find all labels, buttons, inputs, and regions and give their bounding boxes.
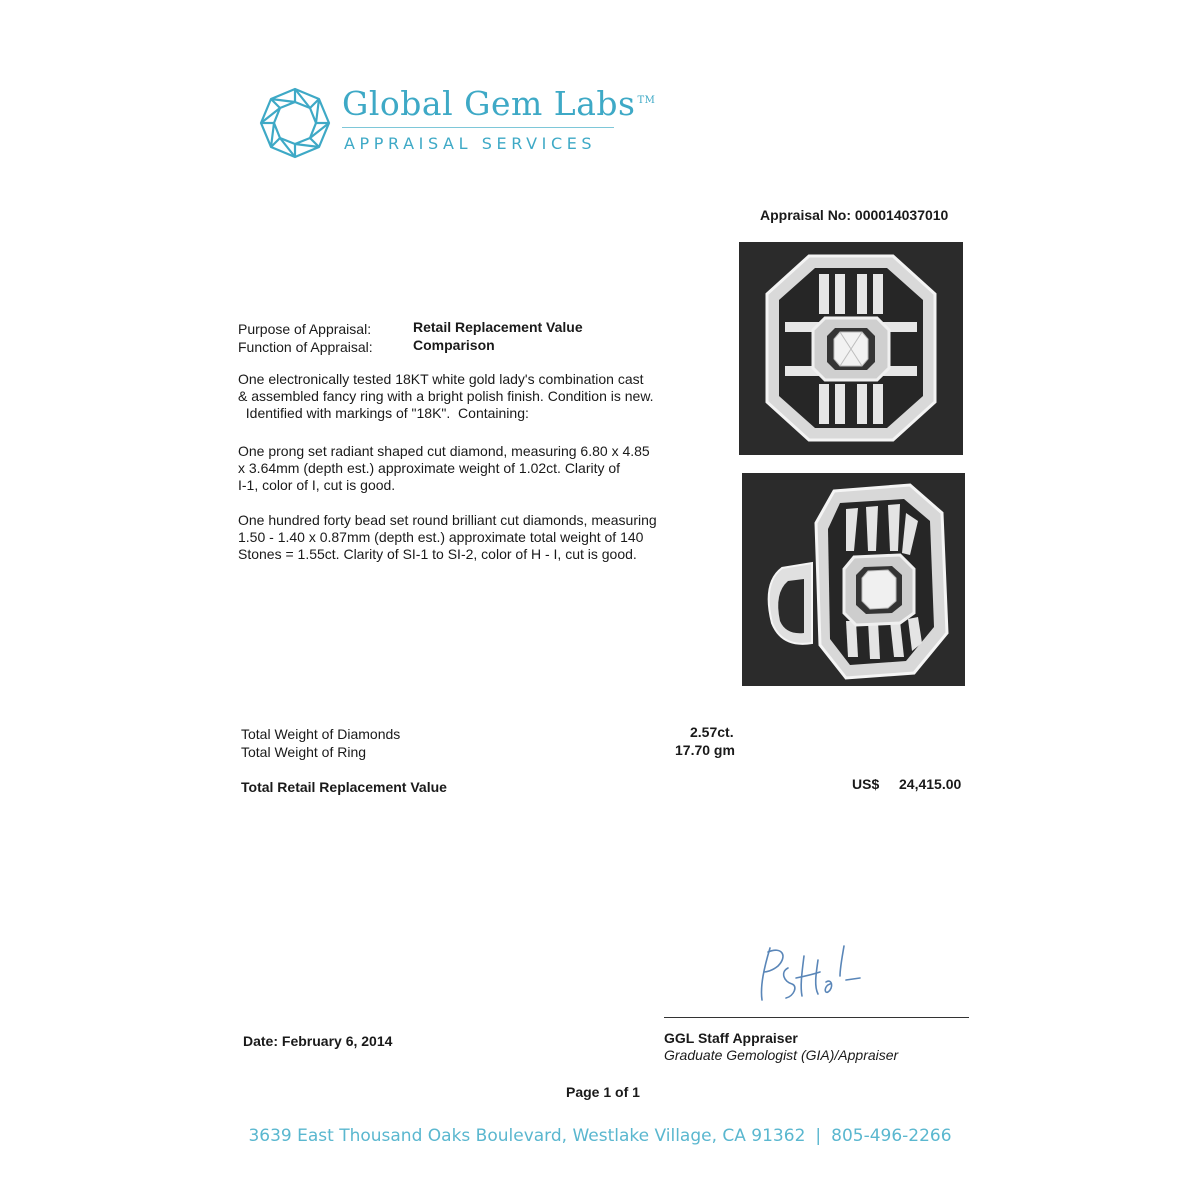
ring-photo-angle (742, 473, 965, 686)
description-melee-diamonds (238, 512, 657, 563)
appraiser-credentials: Graduate Gemologist (GIA)/Appraiser (664, 1047, 899, 1063)
appraisal-date: Date: February 6, 2014 (243, 1033, 393, 1049)
footer-phone: 805-496-2266 (831, 1126, 952, 1146)
brand-name-text: Global Gem Labs (342, 84, 636, 123)
total-diamond-weight-label: Total Weight of Diamonds (241, 726, 401, 742)
brand-divider (342, 127, 614, 128)
signature-line (664, 1017, 969, 1018)
footer-address: 3639 East Thousand Oaks Boulevard, Westlake Village, CA 91362 (248, 1126, 806, 1146)
faceted-diamond-icon (258, 86, 332, 160)
appraisal-number-value: 000014037010 (854, 207, 949, 223)
appraisal-number (760, 207, 948, 223)
description-line: One electronically tested 18KT white gold lady's combination cast (238, 371, 644, 387)
currency-code: US$ (852, 776, 880, 792)
total-ring-weight-label: Total Weight of Ring (241, 744, 367, 760)
description-line: Stones = 1.55ct. Clarity of SI-1 to SI-2, color of H - I, cut is good. (238, 546, 637, 562)
function-label: Function of Appraisal: (238, 339, 373, 355)
ring-front-illustration (739, 242, 963, 455)
description-line: I-1, color of I, cut is good. (238, 477, 396, 493)
total-ring-weight-value: 17.70 gm (675, 742, 735, 758)
total-replacement-value: 24,415.00 (899, 776, 962, 792)
description-ring (238, 371, 654, 422)
footer-separator: | (815, 1126, 822, 1146)
footer-contact (0, 1126, 1200, 1146)
appraiser-title: GGL Staff Appraiser (664, 1030, 798, 1046)
brand-name (342, 84, 655, 123)
purpose-label: Purpose of Appraisal: (238, 321, 372, 337)
description-line: One hundred forty bead set round brilliant cut diamonds, measuring (238, 512, 657, 528)
trademark-mark: TM (637, 95, 656, 106)
function-value: Comparison (413, 337, 495, 353)
description-line: Identified with markings of "18K". Containing: (238, 405, 529, 421)
appraisal-number-label: Appraisal No: (760, 207, 852, 223)
purpose-value: Retail Replacement Value (413, 319, 583, 335)
brand-subtitle: APPRAISAL SERVICES (344, 134, 597, 153)
total-replacement-label: Total Retail Replacement Value (241, 779, 447, 795)
handwritten-signature (748, 938, 868, 1008)
description-line: & assembled fancy ring with a bright polish finish. Condition is new. (238, 388, 654, 404)
page-number: Page 1 of 1 (566, 1084, 640, 1100)
description-center-diamond (238, 443, 650, 494)
total-diamond-weight-value: 2.57ct. (690, 724, 734, 740)
description-line: 1.50 - 1.40 x 0.87mm (depth est.) approximate total weight of 140 (238, 529, 644, 545)
description-line: x 3.64mm (depth est.) approximate weight of 1.02ct. Clarity of (238, 460, 621, 476)
description-line: One prong set radiant shaped cut diamond, measuring 6.80 x 4.85 (238, 443, 650, 459)
ring-photo-front (739, 242, 963, 455)
ring-angle-illustration (742, 473, 965, 686)
